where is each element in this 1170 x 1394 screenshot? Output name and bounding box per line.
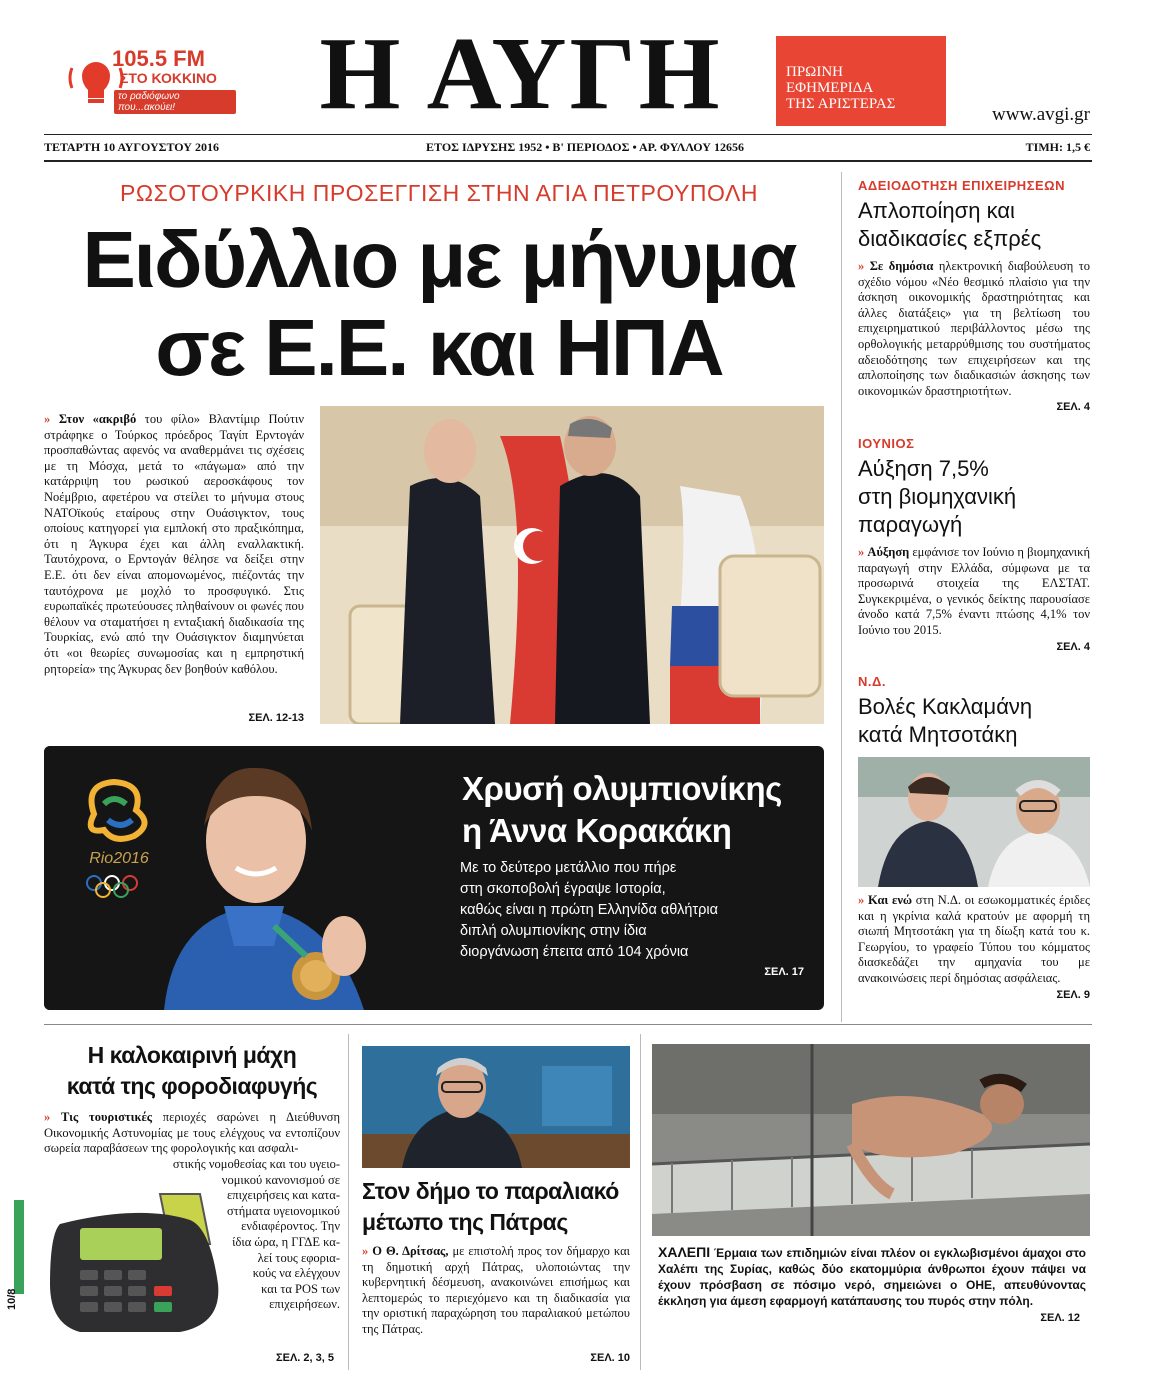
main-story-body: [44, 412, 304, 677]
story-headline-line: κατά Μητσοτάκη: [858, 722, 1018, 747]
olympic-headline-line: Χρυσή ολυμπιονίκης: [462, 770, 782, 807]
putin-erdogan-photo: [320, 406, 824, 724]
tagline-line: ΤΗΣ ΑΡΙΣΤΕΡΑΣ: [786, 96, 896, 112]
arrow-icon: »: [858, 893, 865, 907]
side-date-tab: [14, 1200, 24, 1294]
tax-text-line: και τα POS των: [261, 1281, 340, 1296]
story-body: [858, 893, 1090, 987]
arrow-icon: »: [44, 1110, 51, 1124]
patra-headline: [362, 1176, 638, 1238]
olympic-page-ref[interactable]: ΣΕΛ. 17: [764, 966, 804, 978]
issue-price: ΤΙΜΗ: 1,5 €: [1025, 140, 1090, 154]
bottom-divider-2: [640, 1034, 641, 1370]
tax-text-line: ενδιαφέροντος. Την: [241, 1219, 340, 1234]
story-body: [858, 545, 1090, 639]
story-kicker: Ν.Δ.: [858, 674, 886, 689]
olympic-body: [460, 858, 810, 963]
olympic-rings-icon: [74, 874, 164, 900]
tax-text-line: στήματα υγειονομικού: [226, 1203, 340, 1218]
patra-headline-line: μέτωπο της Πάτρας: [362, 1209, 568, 1235]
story-lead: Και ενώ: [867, 893, 913, 907]
main-page-ref[interactable]: ΣΕΛ. 12-13: [248, 712, 304, 724]
radio-slogan: το ραδιόφωνο που...ακούει!: [114, 90, 236, 114]
tax-text-line: νομικού κανονισμού σε: [221, 1172, 340, 1187]
patra-headline-line: Στον δήμο το παραλιακό: [362, 1178, 619, 1204]
website-link[interactable]: www.avgi.gr: [992, 104, 1090, 125]
main-headline-line: σε Ε.Ε. και ΗΠΑ: [155, 303, 723, 392]
story-lead: Σε δημόσια: [869, 259, 934, 273]
right-story-2: [858, 436, 1090, 653]
story-headline-line: Αύξηση 7,5%: [858, 456, 989, 481]
story-headline-line: διαδικασίες εξπρές: [858, 226, 1042, 251]
main-kicker: ΡΩΣΟΤΟΥΡΚΙΚΗ ΠΡΟΣΕΓΓΙΣΗ ΣΤΗΝ ΑΓΙΑ ΠΕΤΡΟΥΠΟΛΗ: [120, 180, 758, 206]
radio-name: ΣΤΟ ΚΟΚΚΙΝΟ: [120, 70, 217, 86]
tax-headline-line: Η καλοκαιρινή μάχη: [87, 1042, 297, 1068]
tax-text-line: επιχειρήσεων.: [269, 1297, 340, 1312]
patra-text: με επιστολή προς τον δήμαρχο και τη δημοτική αρχή Πάτρας, υλοποιώντας την κυβερνητική δέσμευση, ανακοινώνει επισήμως και λεπτομερώς το περιεχόμενο και τη διαδικασία για την οριστική παραχώρηση του παραλιακού μετώπου της Πάτρας.: [362, 1244, 630, 1336]
tax-text: περιοχές σαρώνει η Διεύθυνση Οικονομικής Αστυνομίας με τους ελέγχους να εντοπίζουν σωρεία παραβάσεων της φορολογικής και ασφαλι-: [44, 1110, 340, 1156]
patra-page-ref[interactable]: ΣΕΛ. 10: [590, 1352, 630, 1364]
rio-emblem-icon: [74, 764, 164, 854]
tax-text-line: ίδια ώρα, η ΓΓΔΕ κα-: [232, 1234, 340, 1249]
masthead-rule: [44, 134, 1092, 135]
tagline-line: ΕΦΗΜΕΡΙΔΑ: [786, 80, 874, 96]
story-page-ref[interactable]: ΣΕΛ. 9: [1056, 988, 1090, 1001]
patra-body: [362, 1244, 630, 1338]
tax-lead: Τις τουριστικές: [61, 1110, 153, 1124]
story-headline-line: Απλοποίηση και: [858, 198, 1015, 223]
olympic-body-line: διοργάνωση έπειτα από 104 χρόνια: [460, 944, 689, 960]
issue-info: ΕΤΟΣ ΙΔΡΥΣΗΣ 1952 • Β' ΠΕΡΙΟΔΟΣ • ΑΡ. ΦΥΛΛΟΥ 12656: [426, 140, 744, 154]
story-headline: [858, 197, 1090, 253]
story-kicker: ΑΔΕΙΟΔΟΤΗΣΗ ΕΠΙΧΕΙΡΗΣΕΩΝ: [858, 178, 1065, 193]
story-page-ref[interactable]: ΣΕΛ. 4: [1056, 640, 1090, 653]
aleppo-lead: ΧΑΛΕΠΙ: [658, 1244, 711, 1260]
mitsotakis-kaklamanis-photo: [858, 757, 1090, 887]
aleppo-text: Έρμαια των επιδημιών είναι πλέον οι εγκλωβισμένοι άμαχοι στο Χαλέπι της Συρίας, καθώς δύο εκατομμύρια άνθρωποι έχουν πάψει να έχουν πρόσβαση σε πόσιμο νερό, σημειώνει ο ΟΗΕ, απευθύνοντας έκκληση για άμεση εφαρμογή κατάπαυσης του πυρός στην πόλη.: [658, 1246, 1086, 1308]
tax-text-line: λεί τους εφορια-: [257, 1250, 340, 1265]
story-page-ref[interactable]: ΣΕΛ. 4: [1056, 401, 1090, 414]
dritsas-photo: [362, 1046, 630, 1168]
aleppo-photo: [652, 1044, 1090, 1236]
story-body: [858, 259, 1090, 399]
right-column-divider: [841, 172, 842, 1022]
issue-date: ΤΕΤΑΡΤΗ 10 ΑΥΓΟΥΣΤΟΥ 2016: [44, 140, 219, 154]
tax-headline-line: κατά της φοροδιαφυγής: [66, 1073, 318, 1099]
olympic-body-line: διπλή ολυμπιονίκης στην ίδια: [460, 923, 647, 939]
story-headline: [858, 455, 1090, 539]
tax-headline: [44, 1040, 340, 1102]
tax-page-ref[interactable]: ΣΕΛ. 2, 3, 5: [276, 1352, 334, 1364]
arrow-icon: »: [44, 412, 51, 426]
story-headline-line: παραγωγή: [858, 512, 963, 537]
right-story-3: [858, 674, 1090, 1001]
story-text: ηλεκτρονική διαβούλευση το σχέδιο νόμου «Νέο θεσμικό πλαίσιο για την άσκηση οικονομικής δραστηριότητας και άλλες διατάξεις» για τη βελτίωση του επιχειρηματικού περιβάλλοντος μέσω της ορθολογικής μεταρρύθμισης του συστήματος αδειοδότησης των επιχειρήσεων και της απλοποίησης των διαδικασιών άσκησης των οικονομικών δραστηριοτήτων.: [858, 259, 1090, 398]
arrow-icon: »: [858, 259, 865, 273]
tax-body-top: [44, 1110, 340, 1157]
bottom-divider-1: [348, 1034, 349, 1370]
radio-frequency: 105.5 FM: [112, 46, 205, 71]
main-headline-line: Ειδύλλιο με μήνυμα: [82, 215, 796, 304]
pos-terminal-image: [40, 1184, 228, 1334]
rio-logo-text: Rio2016: [89, 850, 149, 867]
right-story-1: [858, 178, 1090, 413]
bottom-row-rule: [44, 1024, 1092, 1025]
story-lead: Αύξηση: [867, 545, 910, 559]
tagline-box: [776, 36, 946, 126]
main-story-text: του φίλο» Βλαντίμιρ Πούτιν στράφηκε ο Τούρκος πρόεδρος Ταγίπ Ερντογάν προσπαθώντας αφενός να αναθερμάνει τις σχέσεις με τη Μόσχα, μετά το «πάγωμα» από την κατάρριψη του ρωσικού αεροσκάφους τον Νοέμβριο, αφετέρου να στείλει το μήνυμα στους ΝΑΤΟϊκούς εταίρους στην Ουάσιγκτον, τους οποίους κατηγορεί για εμπλοκή στο πραξικόπημα, ότι η Άγκυρα έχει και άλλη εναλλακτική. Ταυτόχρονα, ο Ερντογάν θέλησε να δείξει στην Ε.Ε. ότι δεν είναι απομονωμένος, πιέζοντάς την ταυτόχρονα με μοχλό το προσφυγικό. Στις ευρωπαϊκές πρωτεύουσες πληθαίνουν οι φωνές που θέλουν να σταματήσει η ενταξιακή διαδικασία της Τουρκίας, ενώ από την Ουάσιγκτον διαμηνύεται ότι «οι θεωρίες συνωμοσίας και η εμπρηστική ρητορεία» της Άγκυρας δεν βοηθούν καθόλου.: [44, 412, 304, 676]
aleppo-caption: [658, 1244, 1086, 1309]
aleppo-page-ref[interactable]: ΣΕΛ. 12: [1040, 1312, 1080, 1324]
story-headline: [858, 693, 1090, 749]
tax-text-line: κούς να ελέγχουν: [252, 1266, 340, 1281]
olympic-headline-line: η Άννα Κορακάκη: [462, 812, 732, 849]
olympic-body-line: Με το δεύτερο μετάλλιο που πήρε: [460, 860, 677, 876]
main-headline: [44, 216, 834, 392]
radio-logo: [68, 46, 236, 113]
tagline-line: ΠΡΩΙΝΗ: [786, 64, 843, 80]
story-kicker: ΙΟΥΝΙΟΣ: [858, 436, 915, 451]
rio-logo: [74, 764, 164, 894]
story-text: εμφάνισε τον Ιούνιο η βιομηχανική παραγωγή στην Ελλάδα, σύμφωνα με τα προσωρινά στοιχεία της ΕΛΣΤΑΤ. Συγκεκριμένα, ο γενικός δείκτης παρουσίασε άνοδο κατά 7,5% έναντι πτώσης 4,1% τον Ιούνιο του 2015.: [858, 545, 1090, 637]
olympic-body-line: καθώς είναι η πρώτη Ελληνίδα αθλήτρια: [460, 902, 718, 918]
olympic-feature-box: [44, 746, 824, 1010]
main-story-lead: Στον «ακριβό: [58, 412, 137, 426]
patra-lead: Ο Θ. Δρίτσας,: [372, 1244, 449, 1258]
arrow-icon: »: [858, 545, 865, 559]
masthead-rule-bottom: [44, 160, 1092, 162]
olympic-headline: [462, 768, 812, 852]
olympic-body-line: στη σκοποβολή έγραψε Ιστορία,: [460, 881, 666, 897]
story-text: στη Ν.Δ. οι εσωκομματικές έριδες και η γκρίνια καλά κρατούν με αφορμή τη σιωπή Μητσοτάκη για τη δίωξη κατά του κ. Γεωργίου, το γραφείο Τύπου του κόμματος διασκεδάζει την αμηχανία του με ανακοινώσεις περί δημόσιας ασφάλειας.: [858, 893, 1090, 985]
tax-text-line: επιχειρήσεις και κατα-: [227, 1188, 340, 1203]
side-date: 10/8: [6, 1288, 18, 1310]
tax-text-line: στικής νομοθεσίας και του υγειο-: [172, 1157, 340, 1171]
arrow-icon: »: [362, 1244, 369, 1258]
story-headline-line: Βολές Κακλαμάνη: [858, 694, 1033, 719]
story-headline-line: στη βιομηχανική: [858, 484, 1017, 509]
newspaper-title: Η ΑΥΓΗ: [319, 16, 723, 131]
